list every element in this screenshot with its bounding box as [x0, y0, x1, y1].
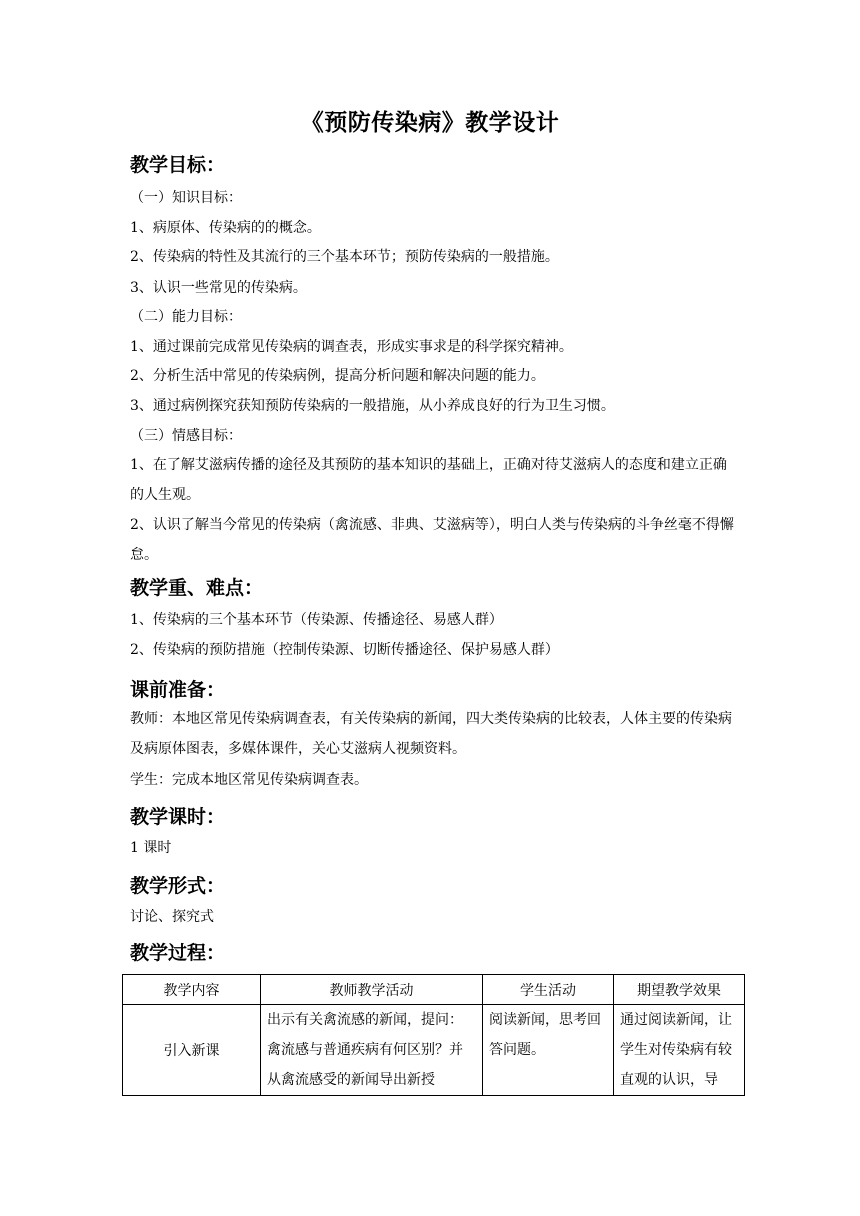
form-text: 讨论、探究式 — [130, 909, 214, 925]
process-heading: 教学过程： — [130, 942, 226, 964]
knowledge-item: 3、认识一些常见的传染病。 — [130, 280, 307, 296]
document-title: 《预防传染病》教学设计 — [300, 109, 560, 136]
teacher-activity-text: 出示有关禽流感的新闻，提问：禽流感与普通疾病有何区别？并从禽流感受的新闻导出新授 — [267, 1012, 463, 1088]
table-row — [123, 1005, 745, 1096]
table-header-cell: 学生活动 — [483, 975, 614, 1005]
knowledge-item: 2、传染病的特性及其流行的三个基本环节；预防传染病的一般措施。 — [130, 249, 559, 265]
knowledge-label: （一）知识目标： — [130, 190, 242, 206]
emotion-label: （三）情感目标： — [130, 428, 242, 444]
process-table — [122, 974, 745, 1096]
ability-item: 1、通过课前完成常见传染病的调查表，形成实事求是的科学探究精神。 — [130, 339, 573, 355]
table-header-cell: 期望教学效果 — [614, 975, 745, 1005]
table-header-cell: 教师教学活动 — [261, 975, 483, 1005]
preparation-student: 学生：完成本地区常见传染病调查表。 — [130, 772, 368, 788]
goals-heading: 教学目标： — [130, 154, 226, 176]
table-header-cell: 教学内容 — [123, 975, 261, 1005]
table-header-row — [123, 975, 745, 1005]
table-cell-effect — [614, 1005, 745, 1096]
expected-effect-text: 通过阅读新闻，让学生对传染病有较直观的认识，导 — [620, 1012, 732, 1088]
key-point-item: 2、传染病的预防措施（控制传染源、切断传播途径、保护易感人群） — [130, 642, 559, 658]
table-cell-content: 引入新课 — [123, 1005, 261, 1096]
ability-label: （二）能力目标： — [130, 309, 242, 325]
ability-item: 2、分析生活中常见的传染病例，提高分析问题和解决问题的能力。 — [130, 368, 545, 384]
hours-heading: 教学课时： — [130, 806, 226, 828]
student-activity-text: 阅读新闻，思考回答问题。 — [489, 1012, 601, 1058]
table-cell-student — [483, 1005, 614, 1096]
table-cell-teacher — [261, 1005, 483, 1096]
emotion-item: 1、在了解艾滋病传播的途径及其预防的基本知识的基础上，正确对待艾滋病人的态度和建立正确的人生观。 — [130, 457, 727, 503]
hours-text: 1 课时 — [130, 840, 172, 856]
ability-item: 3、通过病例探究获知预防传染病的一般措施，从小养成良好的行为卫生习惯。 — [130, 398, 615, 414]
key-points-heading: 教学重、难点： — [130, 577, 264, 599]
knowledge-item: 1、病原体、传染病的的概念。 — [130, 220, 321, 236]
form-heading: 教学形式： — [130, 875, 226, 897]
preparation-heading: 课前准备： — [130, 679, 226, 701]
emotion-item: 2、认识了解当今常见的传染病（禽流感、非典、艾滋病等），明白人类与传染病的斗争丝毫不得懈怠。 — [130, 517, 734, 563]
key-point-item: 1、传染病的三个基本环节（传染源、传播途径、易感人群） — [130, 612, 503, 628]
preparation-teacher: 教师：本地区常见传染病调查表，有关传染病的新闻，四大类传染病的比较表，人体主要的传染病及病原体图表，多媒体课件，关心艾滋病人视频资料。 — [130, 711, 732, 757]
